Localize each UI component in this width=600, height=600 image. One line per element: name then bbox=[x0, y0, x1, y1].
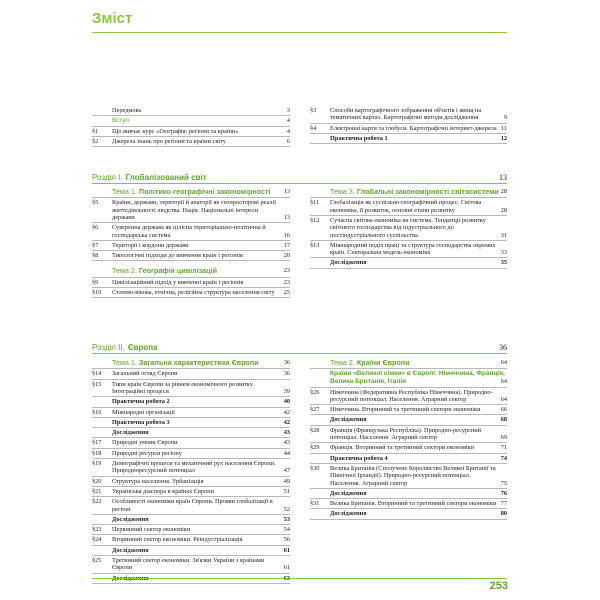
toc-entry-number: §14 bbox=[92, 370, 102, 378]
toc-entry-page: 31 bbox=[500, 231, 507, 239]
toc-entry bbox=[92, 224, 290, 239]
toc-entry-text: Особливості економіки країн Європи. Прояви глобалізації в регіоні bbox=[112, 498, 273, 513]
toc-entry bbox=[92, 478, 290, 485]
toc-entry-text: Первинний сектор економіки bbox=[112, 526, 191, 534]
toc-entry-page: 12 bbox=[500, 134, 507, 142]
toc-entry-text: Велика Британія (Сполучене Королівство Великої Британії та Північної Ірландії). Природно-ресурсний потенціал. Населення. Аграрний сектор bbox=[330, 464, 496, 487]
toc-entry-page: 4 bbox=[286, 127, 290, 135]
s2-right-column bbox=[310, 359, 507, 521]
s1-theme-3: Тема 3. Глобальні закономірності світосистеми 28 bbox=[330, 187, 507, 196]
toc-entry-number: §27 bbox=[310, 406, 320, 414]
toc-entry bbox=[310, 389, 507, 404]
toc-entry-text: Українська діаспора в країнах Європи bbox=[112, 487, 214, 495]
entry-divider bbox=[92, 545, 290, 546]
toc-entry-number: §15 bbox=[92, 380, 102, 388]
toc-entry-text: Передмова bbox=[112, 107, 142, 114]
toc-entry-page: 49 bbox=[283, 477, 290, 485]
toc-entry bbox=[310, 406, 507, 413]
entry-divider bbox=[310, 488, 507, 489]
toc-entry-number: §21 bbox=[92, 487, 102, 495]
toc-entry-number: §16 bbox=[92, 408, 102, 416]
toc-entry bbox=[92, 516, 290, 523]
toc-entry bbox=[92, 557, 290, 572]
toc-entry-number: §13 bbox=[310, 241, 320, 249]
toc-entry-text: Способи картографічного зображення об'єктів і явищ на тематичних картах. Картографічні методи дослідження bbox=[330, 107, 482, 122]
toc-entry-number: §20 bbox=[92, 477, 102, 485]
toc-entry-page: 20 bbox=[283, 252, 290, 260]
bottom-rule bbox=[92, 578, 507, 579]
toc-entry-number: §26 bbox=[310, 388, 320, 396]
toc-entry-page: 35 bbox=[500, 259, 507, 267]
toc-entry bbox=[92, 419, 290, 426]
toc-entry bbox=[92, 279, 290, 286]
entry-divider bbox=[92, 396, 290, 397]
toc-entry-number: §11 bbox=[310, 199, 320, 207]
toc-entry-page: 6 bbox=[286, 137, 290, 145]
toc-entry-text: Сучасна світова економіка як система. Тенденції розвитку світового господарства від індустріального до постіндустріального суспільства bbox=[330, 217, 486, 239]
entry-divider bbox=[310, 257, 507, 258]
entry-divider bbox=[92, 250, 290, 251]
toc-entry bbox=[92, 242, 290, 249]
entry-divider bbox=[92, 486, 290, 487]
toc-entry-number: §28 bbox=[310, 426, 320, 434]
entry-divider bbox=[92, 458, 290, 459]
page-number: 253 bbox=[489, 580, 508, 592]
entry-divider bbox=[310, 442, 507, 443]
entry-divider bbox=[92, 222, 290, 223]
intro-right-column bbox=[310, 107, 507, 145]
entry-divider bbox=[310, 123, 507, 124]
toc-entry-text: Практична робота 1 bbox=[330, 134, 388, 142]
toc-entry-text: Джерела знань про регіони та країни світу bbox=[112, 137, 226, 145]
toc-entry-text: Що вивчає курс «Географія: регіони та країни» bbox=[112, 127, 239, 135]
toc-entry-number: §4 bbox=[310, 124, 317, 132]
toc-entry-page: 71 bbox=[500, 444, 507, 452]
toc-entry-page: 77 bbox=[500, 500, 507, 508]
toc-entry bbox=[92, 398, 290, 405]
entry-divider bbox=[92, 297, 290, 298]
toc-entry bbox=[92, 381, 290, 396]
entry-divider bbox=[310, 240, 507, 241]
toc-entry-text: Структура населення. Урбанізація bbox=[112, 477, 204, 485]
entry-divider bbox=[92, 583, 290, 584]
toc-entry-text: Території і кордони держави bbox=[112, 241, 189, 249]
toc-entry bbox=[92, 128, 290, 135]
entry-divider bbox=[92, 407, 290, 408]
toc-entry bbox=[310, 490, 507, 497]
toc-entry-number: §1 bbox=[92, 127, 99, 135]
entry-divider bbox=[92, 260, 290, 261]
toc-entry-text: Велика Британія. Вторинний та третинний сектори економіки bbox=[330, 500, 497, 508]
toc-entry-text: Загальний огляд Європи bbox=[112, 370, 178, 378]
entry-divider bbox=[310, 519, 507, 520]
s2-theme-2: Тема 2. Країни Європи 64 bbox=[330, 358, 507, 367]
toc-entry bbox=[92, 252, 290, 259]
toc-entry-page: 61 bbox=[283, 546, 290, 554]
toc-entry bbox=[92, 547, 290, 554]
toc-entry-page: 80 bbox=[500, 510, 507, 518]
s1-right-column bbox=[310, 188, 507, 270]
toc-entry bbox=[310, 416, 507, 423]
toc-entry-text: Міжнародний поділ праці та структура господарства окремих країн. Секторальна модель економіки bbox=[330, 241, 496, 257]
toc-entry-number: §25 bbox=[92, 557, 102, 565]
toc-entry-page: 43 bbox=[283, 429, 290, 437]
toc-entry-text: Практична робота 2 bbox=[112, 398, 170, 406]
toc-entry-text: Дослідження bbox=[112, 515, 149, 523]
toc-entry-text: Дослідження bbox=[330, 259, 367, 267]
title-rule bbox=[92, 32, 507, 33]
toc-entry-number: §18 bbox=[92, 449, 102, 457]
toc-entry-page: 4 bbox=[286, 117, 290, 125]
s2-subtheme: Країни «Великої сімки» в Європі: Німеччина, Франція, Велика Британія, Італія 64 bbox=[330, 370, 507, 385]
toc-entry-number: §8 bbox=[92, 252, 99, 260]
entry-divider bbox=[310, 404, 507, 405]
toc-entry-page: 56 bbox=[283, 536, 290, 544]
toc-entry bbox=[310, 199, 507, 214]
toc-entry-text: Німеччина (Федеративна Республіка Німеччина). Природно-ресурсний потенціал. Населення. Аграрний сектор bbox=[330, 388, 493, 403]
toc-entry-number: §29 bbox=[310, 444, 320, 452]
entry-divider bbox=[92, 496, 290, 497]
toc-entry-text: Суверенна держава як цілісна територіально-політична й господарська система bbox=[112, 224, 266, 239]
toc-entry-page: 54 bbox=[283, 526, 290, 534]
toc-entry-text: Третинний сектор економіки. Зв'язки України з країнами Європи bbox=[112, 557, 265, 572]
toc-entry-number: §17 bbox=[92, 439, 102, 447]
entry-divider bbox=[92, 427, 290, 428]
toc-entry-number: §30 bbox=[310, 464, 320, 472]
entry-divider bbox=[310, 425, 507, 426]
toc-entry bbox=[92, 488, 290, 495]
toc-entry-page: 76 bbox=[500, 489, 507, 497]
toc-entry-text: Міжнародні організації bbox=[112, 408, 175, 416]
page-title: Зміст bbox=[92, 10, 133, 27]
toc-entry-text: Дослідження bbox=[330, 416, 367, 424]
toc-entry bbox=[310, 444, 507, 451]
entry-divider bbox=[310, 215, 507, 216]
toc-entry bbox=[310, 455, 507, 462]
toc-entry bbox=[92, 439, 290, 446]
toc-entry-text: Франція (Французька Республіка). Природно-ресурсний потенціал. Населення. Аграрний сектор bbox=[330, 426, 482, 442]
entry-divider bbox=[310, 463, 507, 464]
toc-entry bbox=[92, 429, 290, 436]
entry-divider bbox=[310, 498, 507, 499]
toc-entry-number: §12 bbox=[310, 217, 320, 224]
entry-divider bbox=[92, 240, 290, 241]
toc-entry bbox=[92, 370, 290, 377]
s1-theme-2: Тема 2. Географія цивілізацій 23 bbox=[112, 266, 290, 276]
toc-entry-number: §24 bbox=[92, 536, 102, 544]
entry-divider bbox=[92, 573, 290, 574]
s1-theme-1: Тема 1. Політико-географічні закономірності 13 bbox=[112, 187, 290, 196]
toc-entry-text: Статево-вікова, етнічна, релігійна структура населення світу bbox=[112, 289, 275, 297]
entry-divider bbox=[92, 555, 290, 556]
toc-entry-page: 42 bbox=[283, 418, 290, 426]
entry-divider bbox=[92, 126, 290, 127]
toc-entry-page: 16 bbox=[283, 231, 290, 239]
entry-divider bbox=[92, 379, 290, 380]
toc-entry bbox=[92, 117, 290, 124]
toc-entry-page: 52 bbox=[283, 505, 290, 513]
toc-entry-page: 61 bbox=[283, 564, 290, 572]
toc-entry-page: 44 bbox=[283, 449, 290, 457]
toc-entry-page: 36 bbox=[283, 370, 290, 378]
toc-entry-page: 23 bbox=[283, 278, 290, 286]
s1-left-column bbox=[92, 188, 290, 299]
toc-entry-number: §10 bbox=[92, 289, 102, 297]
toc-entry-text: Демографічні процеси та механічний рух населення Європи. Природноресурсний потенціал bbox=[112, 460, 276, 475]
toc-entry bbox=[92, 526, 290, 533]
toc-entry-number: §31 bbox=[310, 500, 320, 508]
toc-entry-page: 17 bbox=[283, 241, 290, 249]
toc-entry-number: §3 bbox=[310, 107, 317, 114]
toc-entry-text: Електронні карти та глобуси. Картографічні інтернет-джерела bbox=[330, 124, 497, 132]
toc-entry-page: 68 bbox=[500, 416, 507, 424]
toc-entry bbox=[92, 498, 290, 513]
toc-entry bbox=[310, 500, 507, 507]
toc-entry-text: Дослідження bbox=[330, 489, 367, 497]
entry-divider bbox=[92, 437, 290, 438]
toc-entry-number: §19 bbox=[92, 460, 102, 468]
toc-entry-page: 66 bbox=[500, 406, 507, 414]
toc-entry bbox=[310, 427, 507, 442]
toc-entry-text: Глобалізація як суспільно-географічний процес. Світова економіка, її розвиток, основні етапи розвитку bbox=[330, 199, 482, 214]
toc-entry-page: 3 bbox=[286, 107, 290, 114]
toc-entry-number: §5 bbox=[92, 199, 99, 207]
toc-entry bbox=[310, 135, 507, 142]
toc-entry-page: 43 bbox=[283, 439, 290, 447]
entry-divider bbox=[92, 115, 290, 116]
toc-entry-text: Природні умови Європи bbox=[112, 439, 178, 447]
s2-theme-1: Тема 1. Загальна характеристика Європи 36 bbox=[112, 358, 290, 367]
toc-entry-text: Франція. Вторинний та третинний сектори економіки bbox=[330, 444, 474, 452]
toc-entry bbox=[92, 450, 290, 457]
toc-entry-text: Вторинний сектор економіки. Реіндустріалізація bbox=[112, 536, 243, 544]
toc-entry bbox=[92, 199, 290, 221]
toc-entry-text: Практична робота 3 bbox=[112, 418, 170, 426]
toc-entry bbox=[92, 107, 290, 114]
toc-entry bbox=[310, 510, 507, 517]
toc-entry-number: §22 bbox=[92, 498, 102, 506]
toc-entry-page: 11 bbox=[500, 124, 507, 132]
entry-divider bbox=[310, 143, 507, 144]
entry-divider bbox=[310, 453, 507, 454]
toc-entry bbox=[310, 259, 507, 266]
toc-entry bbox=[310, 242, 507, 257]
entry-divider bbox=[310, 508, 507, 509]
toc-entry-text: Типологічні підходи до вивчення країн і регіонів bbox=[112, 252, 244, 260]
entry-divider bbox=[92, 146, 290, 147]
entry-divider bbox=[92, 534, 290, 535]
toc-entry-text: Природні ресурси регіону bbox=[112, 449, 182, 457]
toc-entry-page: 28 bbox=[500, 206, 507, 214]
toc-entry bbox=[310, 217, 507, 239]
section-1-heading: Розділ І. Глобалізований світ 13 bbox=[92, 173, 507, 182]
toc-entry bbox=[92, 536, 290, 543]
toc-entry-page: 33 bbox=[500, 249, 507, 257]
toc-entry-text: Країни, держави, території й анаторії як геопросторові реалії життєдіяльності людства. Нація. Національні інтереси держави bbox=[112, 199, 276, 221]
toc-entry bbox=[92, 138, 290, 145]
entry-divider bbox=[92, 524, 290, 525]
s2-left-column bbox=[92, 359, 290, 585]
toc-entry-number: §6 bbox=[92, 224, 99, 232]
entry-divider bbox=[92, 417, 290, 418]
toc-entry-text: Типи країн Європи за рівнем економічного розвитку. Інтеграційні процеси bbox=[112, 380, 254, 395]
toc-entry-page: 69 bbox=[500, 434, 507, 442]
toc-entry-page: 25 bbox=[283, 289, 290, 297]
toc-entry-number: §2 bbox=[92, 137, 99, 145]
toc-entry-page: 51 bbox=[283, 487, 290, 495]
toc-entry-text: Дослідження bbox=[112, 429, 149, 437]
toc-entry bbox=[310, 107, 507, 122]
toc-entry-page: 74 bbox=[500, 454, 507, 462]
toc-entry-text: Дослідження bbox=[112, 546, 149, 554]
toc-entry-number: §9 bbox=[92, 278, 99, 286]
entry-divider bbox=[92, 287, 290, 288]
toc-entry-number: §23 bbox=[92, 526, 102, 534]
entry-divider bbox=[310, 133, 507, 134]
intro-left-column bbox=[92, 107, 290, 148]
entry-divider bbox=[310, 268, 507, 269]
entry-divider bbox=[92, 136, 290, 137]
toc-entry-page: 75 bbox=[500, 479, 507, 487]
toc-entry-page: 13 bbox=[283, 214, 290, 221]
toc-entry bbox=[310, 465, 507, 487]
toc-entry-page: 40 bbox=[283, 398, 290, 406]
toc-entry-text: Німеччина. Вторинний та третинний сектори економіки bbox=[330, 406, 481, 414]
toc-entry-text: Цивілізаційний підхід у вивченні країн і регіонів bbox=[112, 278, 244, 286]
entry-divider bbox=[92, 448, 290, 449]
entry-divider bbox=[310, 414, 507, 415]
toc-entry-number: §7 bbox=[92, 241, 99, 249]
entry-divider bbox=[92, 514, 290, 515]
toc-entry bbox=[92, 409, 290, 416]
toc-entry-text: Практична робота 4 bbox=[330, 454, 388, 462]
toc-entry-page: 39 bbox=[283, 388, 290, 395]
toc-entry-page: 53 bbox=[283, 515, 290, 523]
toc-entry-page: 9 bbox=[503, 114, 507, 122]
toc-entry-text: Дослідження bbox=[330, 510, 367, 518]
toc-entry bbox=[92, 460, 290, 475]
toc-entry-page: 47 bbox=[283, 467, 290, 475]
section-2-heading: Розділ ІІ. Європа 36 bbox=[92, 343, 507, 352]
toc-entry-text: Вступ bbox=[112, 117, 129, 125]
entry-divider bbox=[92, 476, 290, 477]
toc-entry-page: 64 bbox=[500, 395, 507, 403]
toc-entry-page: 42 bbox=[283, 408, 290, 416]
toc-entry bbox=[310, 125, 507, 132]
toc-entry bbox=[92, 289, 290, 296]
